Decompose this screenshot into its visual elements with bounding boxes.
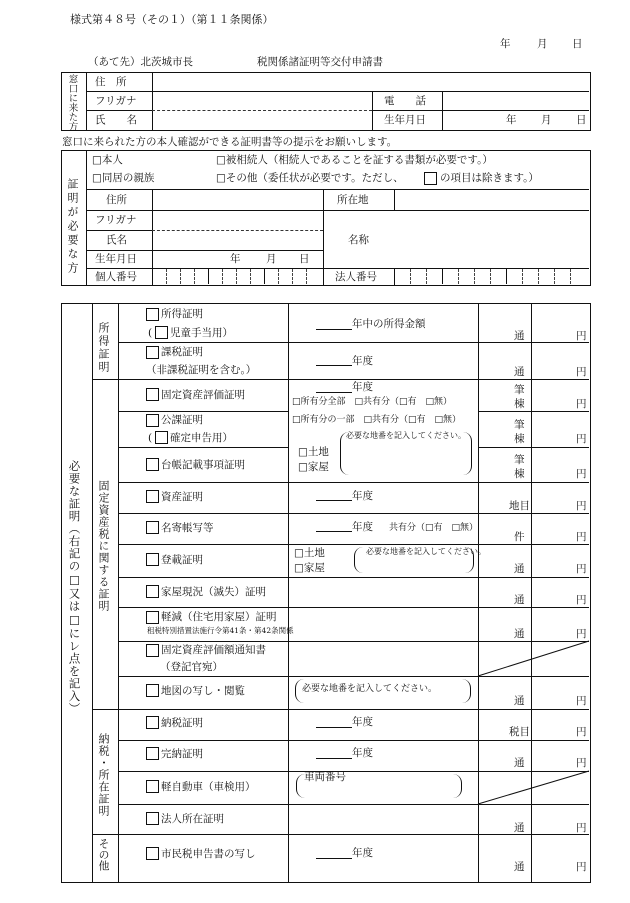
unit-hitsu: 筆 xyxy=(514,419,525,431)
group-tax-location: 納税・所在証明 xyxy=(97,733,110,817)
check-other[interactable]: □その他（委任状が必要です。ただし、 xyxy=(216,172,404,184)
visitor-birth-label: 生年月日 xyxy=(384,114,426,126)
unit-tsu: 通 xyxy=(514,330,525,342)
form-number: 様式第４８号（その１）（第１１条関係） xyxy=(70,13,274,26)
paren-open: ( xyxy=(148,327,153,339)
needed-corp-name-label: 名称 xyxy=(348,234,369,246)
id-notice: 窓口に来られた方の本人確認ができる証明書等の提示をお願いします。 xyxy=(62,136,398,148)
check-land[interactable]: □土地 xyxy=(298,446,329,458)
group-fixed-asset: 固定資産税に関する証明 xyxy=(97,480,110,612)
unit-tsu: 通 xyxy=(514,861,525,873)
map-note: 必要な地番を記入してください。 xyxy=(302,684,438,694)
checkbox-resident-tax[interactable] xyxy=(146,847,159,860)
unit-en: 円 xyxy=(576,861,587,873)
unit-en: 円 xyxy=(576,398,587,410)
personal-number-field[interactable] xyxy=(153,269,321,284)
lot-note: 必要な地番を記入してください。 xyxy=(366,547,486,556)
unit-en: 円 xyxy=(576,563,587,575)
checkbox-eval-notice[interactable] xyxy=(146,644,159,657)
unit-tsu: 通 xyxy=(514,695,525,707)
unit-mune: 棟 xyxy=(514,433,525,445)
label-corp-loc: 法人所在証明 xyxy=(161,813,224,825)
unit-tsu: 通 xyxy=(514,822,525,834)
visitor-birth-day: 日 xyxy=(576,114,587,126)
label-reduction-note: 租税特別措置法施行令第41条・第42条関係 xyxy=(147,626,294,635)
checkbox-child-allowance[interactable] xyxy=(155,326,168,339)
tax-paid-nendo: 年度 xyxy=(352,716,373,728)
visitor-phone-label: 電 話 xyxy=(384,95,426,107)
checkbox-asset[interactable] xyxy=(146,490,159,503)
unit-en: 円 xyxy=(576,822,587,834)
checkbox-tax-paid[interactable] xyxy=(146,716,159,729)
check-house[interactable]: □家屋 xyxy=(294,562,325,574)
needed-furigana-label: フリガナ xyxy=(95,214,137,226)
needed-birth-day: 日 xyxy=(299,253,310,265)
label-eval-notice-sub: （登記官宛） xyxy=(160,661,223,673)
lot-note: 必要な地番を記入してください。 xyxy=(346,431,466,440)
check-family[interactable]: □同居の親族 xyxy=(92,172,155,184)
label-taxation-note: （非課税証明を含む。） xyxy=(146,364,257,376)
checkbox-kei[interactable] xyxy=(146,780,159,793)
unit-en: 円 xyxy=(576,366,587,378)
label-taxation: 課税証明 xyxy=(161,346,203,358)
label-reduction: 軽減（住宅用家屋）証明 xyxy=(161,611,277,623)
date-day: 日 xyxy=(572,38,583,50)
needed-location-label: 所在地 xyxy=(337,194,369,206)
visitor-name-field[interactable] xyxy=(155,112,370,128)
label-asset: 資産証明 xyxy=(161,491,203,503)
unit-en: 円 xyxy=(576,500,587,512)
nayose-nendo: 年度 xyxy=(352,521,373,533)
label-eval-notice: 固定資産評価額通知書 xyxy=(161,644,266,656)
date-year: 年 xyxy=(500,38,511,50)
checkbox-ledger[interactable] xyxy=(146,458,159,471)
visitor-section-label: 窓口に来た方 xyxy=(66,74,78,131)
checkbox-house-status[interactable] xyxy=(146,585,159,598)
unit-en: 円 xyxy=(576,757,587,769)
paren-open: ( xyxy=(148,432,153,444)
certs-side-label: 必要な証明（右記の□又は□にレ点を記入） xyxy=(67,460,82,715)
unit-tsu: 通 xyxy=(514,563,525,575)
checkbox-income[interactable] xyxy=(146,308,159,321)
needed-person-table xyxy=(61,150,591,286)
label-public: 公課証明 xyxy=(161,414,203,426)
needed-birth-year: 年 xyxy=(230,253,241,265)
unit-ken: 件 xyxy=(514,531,525,543)
needed-name-label: 氏名 xyxy=(106,234,127,246)
unit-en: 円 xyxy=(576,594,587,606)
needed-corp-no-label: 法人番号 xyxy=(335,271,377,283)
needed-personal-no-label: 個人番号 xyxy=(95,271,137,283)
needed-birth-label: 生年月日 xyxy=(95,253,137,265)
unit-en: 円 xyxy=(576,433,587,445)
visitor-name-label: 氏 名 xyxy=(95,114,137,126)
label-ledger: 台帳記載事項証明 xyxy=(161,459,245,471)
check-house[interactable]: □家屋 xyxy=(298,461,329,473)
group-income: 所得証明 xyxy=(97,322,110,374)
unit-zeimoku: 税目 xyxy=(509,726,530,738)
addressee: （あて先）北茨城市長 xyxy=(88,56,193,68)
label-tax-paid: 納税証明 xyxy=(161,717,203,729)
check-self[interactable]: □本人 xyxy=(92,154,123,166)
unit-tsu: 通 xyxy=(514,594,525,606)
resident-tax-nendo: 年度 xyxy=(352,847,373,859)
visitor-birth-month: 月 xyxy=(541,114,552,126)
label-kei: 軽自動車（車検用） xyxy=(161,781,256,793)
checkbox-eval[interactable] xyxy=(146,388,159,401)
needed-section-label: 証明が必要な方 xyxy=(66,178,79,276)
needed-address-label: 住所 xyxy=(106,194,127,206)
unit-en: 円 xyxy=(576,726,587,738)
label-child-allowance: 児童手当用） xyxy=(170,327,233,339)
unit-tsu: 通 xyxy=(514,628,525,640)
checkbox-reduction[interactable] xyxy=(146,611,159,624)
unit-en: 円 xyxy=(576,531,587,543)
unit-en: 円 xyxy=(576,468,587,480)
nayose-shared: 共有分（□有 □無） xyxy=(389,523,479,533)
checkbox-map[interactable] xyxy=(146,684,159,697)
check-land[interactable]: □土地 xyxy=(294,547,325,559)
unit-en: 円 xyxy=(576,695,587,707)
public-own-part: □所有分の一部 □共有分（□有 □無） xyxy=(292,415,462,425)
corp-number-field[interactable] xyxy=(395,269,587,284)
form-title: 税関係諸証明等交付申請書 xyxy=(257,56,383,68)
visitor-phone-field[interactable] xyxy=(445,93,587,109)
label-eval: 固定資産評価証明 xyxy=(161,389,245,401)
unit-mune: 棟 xyxy=(514,468,525,480)
unit-mune: 棟 xyxy=(514,398,525,410)
checkbox-kakutei[interactable] xyxy=(155,431,168,444)
unit-chimoku: 地目 xyxy=(509,500,530,512)
unit-hitsu: 筆 xyxy=(514,384,525,396)
label-kakutei: 確定申告用） xyxy=(170,432,233,444)
income-amount-label: 年中の所得金額 xyxy=(352,318,426,330)
checkbox-sample-icon xyxy=(424,172,437,185)
visitor-address-label: 住 所 xyxy=(95,76,127,88)
checkbox-full-paid[interactable] xyxy=(146,747,159,760)
label-income: 所得証明 xyxy=(161,308,203,320)
unit-en: 円 xyxy=(576,628,587,640)
check-heir[interactable]: □被相続人（相続人であることを証する書類が必要です。） xyxy=(216,154,493,166)
visitor-address-field[interactable] xyxy=(155,74,587,90)
label-map: 地図の写し・閲覧 xyxy=(161,685,245,697)
label-resident-tax: 市民税申告書の写し xyxy=(161,848,256,860)
unit-en: 円 xyxy=(576,330,587,342)
label-registry: 登載証明 xyxy=(161,554,203,566)
checkbox-corp-loc[interactable] xyxy=(146,812,159,825)
unit-tsu: 通 xyxy=(514,757,525,769)
checkbox-nayose[interactable] xyxy=(146,521,159,534)
group-other: その他 xyxy=(97,838,110,871)
unit-hitsu: 筆 xyxy=(514,454,525,466)
needed-birth-month: 月 xyxy=(266,253,277,265)
taxation-nendo: 年度 xyxy=(352,355,373,367)
vehicle-no-label: 車両番号 xyxy=(304,771,346,783)
visitor-furigana-label: フリガナ xyxy=(95,95,137,107)
eval-own-all: □所有分全部 □共有分（□有 □無） xyxy=(292,397,453,407)
visitor-birth-year: 年 xyxy=(506,114,517,126)
date-month: 月 xyxy=(537,38,548,50)
full-paid-nendo: 年度 xyxy=(352,747,373,759)
asset-nendo: 年度 xyxy=(352,490,373,502)
checkbox-registry[interactable] xyxy=(146,553,159,566)
checkbox-taxation[interactable] xyxy=(146,346,159,359)
eval-nendo: 年度 xyxy=(352,381,373,393)
label-full-paid: 完納証明 xyxy=(161,748,203,760)
check-other-suffix: の項目は除きます。） xyxy=(440,172,539,184)
label-house-status: 家屋現況（滅失）証明 xyxy=(161,586,266,598)
checkbox-public[interactable] xyxy=(146,414,159,427)
label-nayose: 名寄帳写等 xyxy=(161,522,214,534)
unit-tsu: 通 xyxy=(514,366,525,378)
